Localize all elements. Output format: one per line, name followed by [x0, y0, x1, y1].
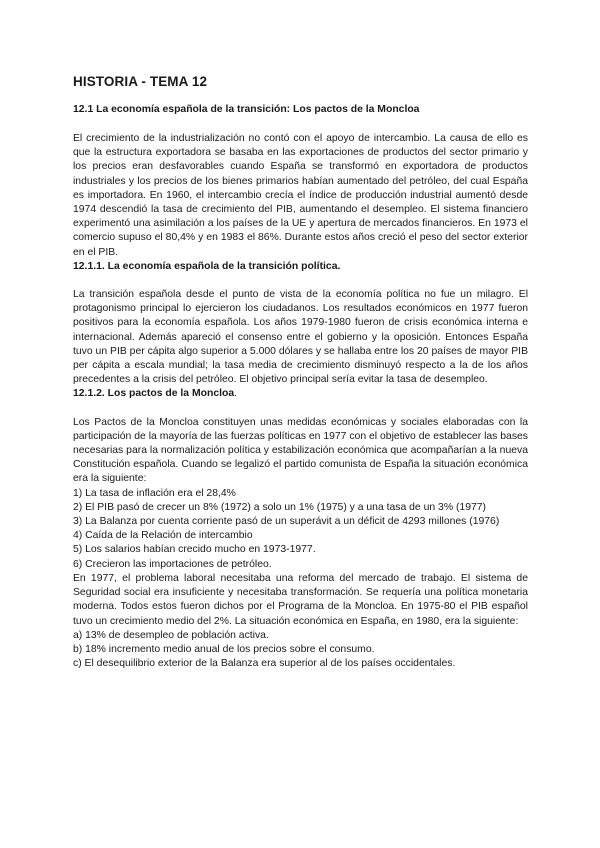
list-item: 3) La Balanza por cuenta corriente pasó de un superávit a un déficit de 4293 millones (1976) [73, 516, 500, 528]
subsection-2-title: 12.1.2. Los pactos de la Moncloa [73, 388, 235, 400]
subsection-1-title: 12.1.1. La economía española de la transición política. [73, 260, 341, 272]
subsection-2-heading [73, 387, 528, 401]
subsection-1-paragraph: La transición española desde el punto de vista de la economía política no fue un milagro. El protagonismo principal lo ejercieron los ciudadanos. Los resultados económicos en 1977 fueron positivos para la economía española. Los años 1979-1980 fueron de crisis económica interna e internacional. Además apareció el consenso entre el gobierno y la oposición. Entonces España tuvo un PIB per cápita algo superior a 5.000 dólares y se hallaba entre los 20 países de mayor PIB per cápita a escala mundial; la tasa media de crecimiento disminuyó respecto a la de los años precedentes a la crisis del petróleo. El objetivo principal sería evitar la tasa de desempleo. [73, 289, 528, 386]
spacer [73, 402, 528, 416]
list-item: 4) Caída de la Relación de intercambio [73, 530, 253, 542]
section-title: 12.1 La economía española de la transición: Los pactos de la Moncloa [73, 104, 420, 115]
list-item: 1) La tasa de inflación era el 28,4% [73, 487, 236, 499]
list-item: 6) Crecieron las importaciones de petróleo. [73, 558, 272, 570]
list-item: c) El desequilibrio exterior de la Balanza era superior al de los países occidentales. [73, 658, 456, 670]
spacer [73, 274, 528, 288]
subsection-2-title-suffix: . [234, 388, 237, 400]
situation-list [73, 487, 528, 572]
final-list [73, 629, 528, 672]
list-item: b) 18% incremento medio anual de los precios sobre el consumo. [73, 643, 375, 655]
document-title: HISTORIA - TEMA 12 [73, 74, 208, 89]
intro-paragraph: El crecimiento de la industrialización no contó con el apoyo de intercambio. La causa de ello es que la estructura exportadora se basaba en las exportaciones de productos del sector primario y los precios eran desfavorables cuando España se transformó en exportadora de productos industriales y los precios de los bienes primarios habían aumentado del petróleo, del cual España es importadora. En 1960, el intercambio crecía el índice de producción industrial aumentó desde 1974 descendió la tasa de crecimiento del PIB, aumentando el desempleo. El sistema financiero experimentó una asimilación a los países de la UE y apertura de mercados financieros. En 1973 el comercio supuso el 80,4% y en 1983 el 86%. Durante estos años creció el peso del sector exterior en el PIB. [73, 133, 528, 258]
list-item: a) 13% de desempleo de población activa. [73, 629, 269, 641]
subsection-2-paragraph: Los Pactos de la Moncloa constituyen unas medidas económicas y sociales elaboradas con la participación de la mayoría de las fuerzas políticas en 1977 con el objetivo de establecer las bases necesarias para la normalización política y estabilización económica que acompañarían a la nueva Constitución española. Cuando se legalizó el partido comunista de España la situación económica era la siguiente: [73, 416, 528, 485]
list-item: 2) El PIB pasó de crecer un 8% (1972) a solo un 1% (1975) y a una tasa de un 3% (1977) [73, 501, 486, 513]
list-item: 5) Los salarios habían crecido mucho en 1973-1977. [73, 544, 316, 556]
closing-paragraph: En 1977, el problema laboral necesitaba una reforma del mercado de trabajo. El sistema de Seguridad social era insuficiente y necesitaba transformación. Se requería una política monetaria moderna. Todos estos fueron dichos por el Programa de la Moncloa. En 1975-80 el PIB español tuvo un crecimiento medio del 2%. La situación económica en España, en 1980, era la siguiente: [73, 572, 528, 627]
document-content [73, 74, 528, 671]
